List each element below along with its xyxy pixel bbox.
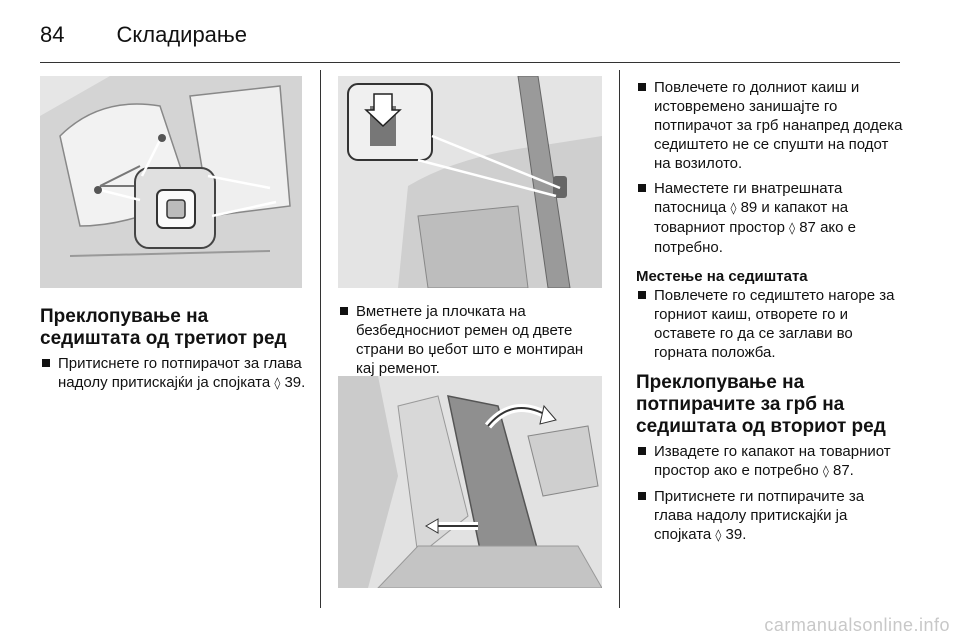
page-ref[interactable]: 89 — [740, 199, 758, 216]
bullet-text: и капакот на товарниот простор — [654, 199, 849, 236]
figure-headrest-release — [40, 76, 302, 288]
bullet-item — [636, 487, 906, 545]
page-ref-icon: ◊ — [274, 376, 281, 390]
bullet-text: Притиснете го потпирачот за глава надолу притискајќи ја спојката — [58, 355, 302, 391]
column-2 — [338, 302, 604, 384]
header-rule — [40, 62, 900, 63]
column-divider-1 — [320, 70, 321, 608]
seat-folding-illustration — [338, 376, 602, 588]
bullet-item — [40, 354, 308, 393]
figure-seat-folding — [338, 376, 602, 588]
section-heading-second-row: Преклопување на потпирачите за грб на седиштата од вториот ред — [636, 372, 886, 437]
bullet-text: ако е потребно. — [654, 219, 857, 256]
page-ref-icon: ◊ — [730, 201, 737, 215]
page-title: Складирање — [116, 22, 248, 47]
page-ref[interactable]: 87 — [799, 219, 816, 236]
subheading-seat-adjust: Местење на седиштата — [636, 268, 808, 285]
bullet-item — [636, 78, 906, 173]
bullet-item — [636, 442, 906, 481]
page-ref-icon: ◊ — [789, 221, 796, 235]
bullet-text: Наместете ги внатрешната патосница — [654, 180, 843, 216]
page-number: 84 — [40, 22, 65, 47]
column-1 — [40, 306, 308, 399]
page-header — [40, 22, 247, 48]
figure-belt-plate — [338, 76, 602, 288]
watermark: carmanualsonline.info — [764, 615, 950, 635]
column-3 — [636, 78, 906, 551]
bullet-text: Извадете го капакот на товарниот простор ако е потребно — [654, 443, 891, 479]
bullet-text: Повлечете го седиштето нагоре за горниот каиш, отворете го и оставете го да се заглави во горната положба. — [654, 287, 895, 361]
section-heading-third-row: Преклопување на седиштата од третиот ред — [40, 306, 287, 349]
bullet-item — [636, 179, 906, 257]
column-divider-2 — [619, 70, 620, 608]
bullet-text: Притиснете ги потпирачите за глава надолу притискајќи ја спојката — [654, 488, 865, 543]
bullet-item — [338, 302, 604, 378]
page-ref[interactable]: 39. — [284, 374, 306, 391]
bullet-item — [636, 286, 906, 362]
bullet-text: Повлечете го долниот каиш и истовремено занишајте го потпирачот за грб нанапред додека седиштето не се спушти на подот на возилото. — [654, 79, 903, 172]
page-ref-icon: ◊ — [715, 528, 722, 542]
headrest-illustration — [40, 76, 302, 288]
page-ref[interactable]: 39. — [725, 526, 747, 543]
belt-plate-illustration — [338, 76, 602, 288]
page-ref-icon: ◊ — [822, 464, 829, 478]
page-ref[interactable]: 87. — [832, 462, 854, 479]
bullet-text: Вметнете ја плочката на безбедносниот ремен од двете страни во џебот што е монтиран кај ременот. — [356, 303, 584, 377]
